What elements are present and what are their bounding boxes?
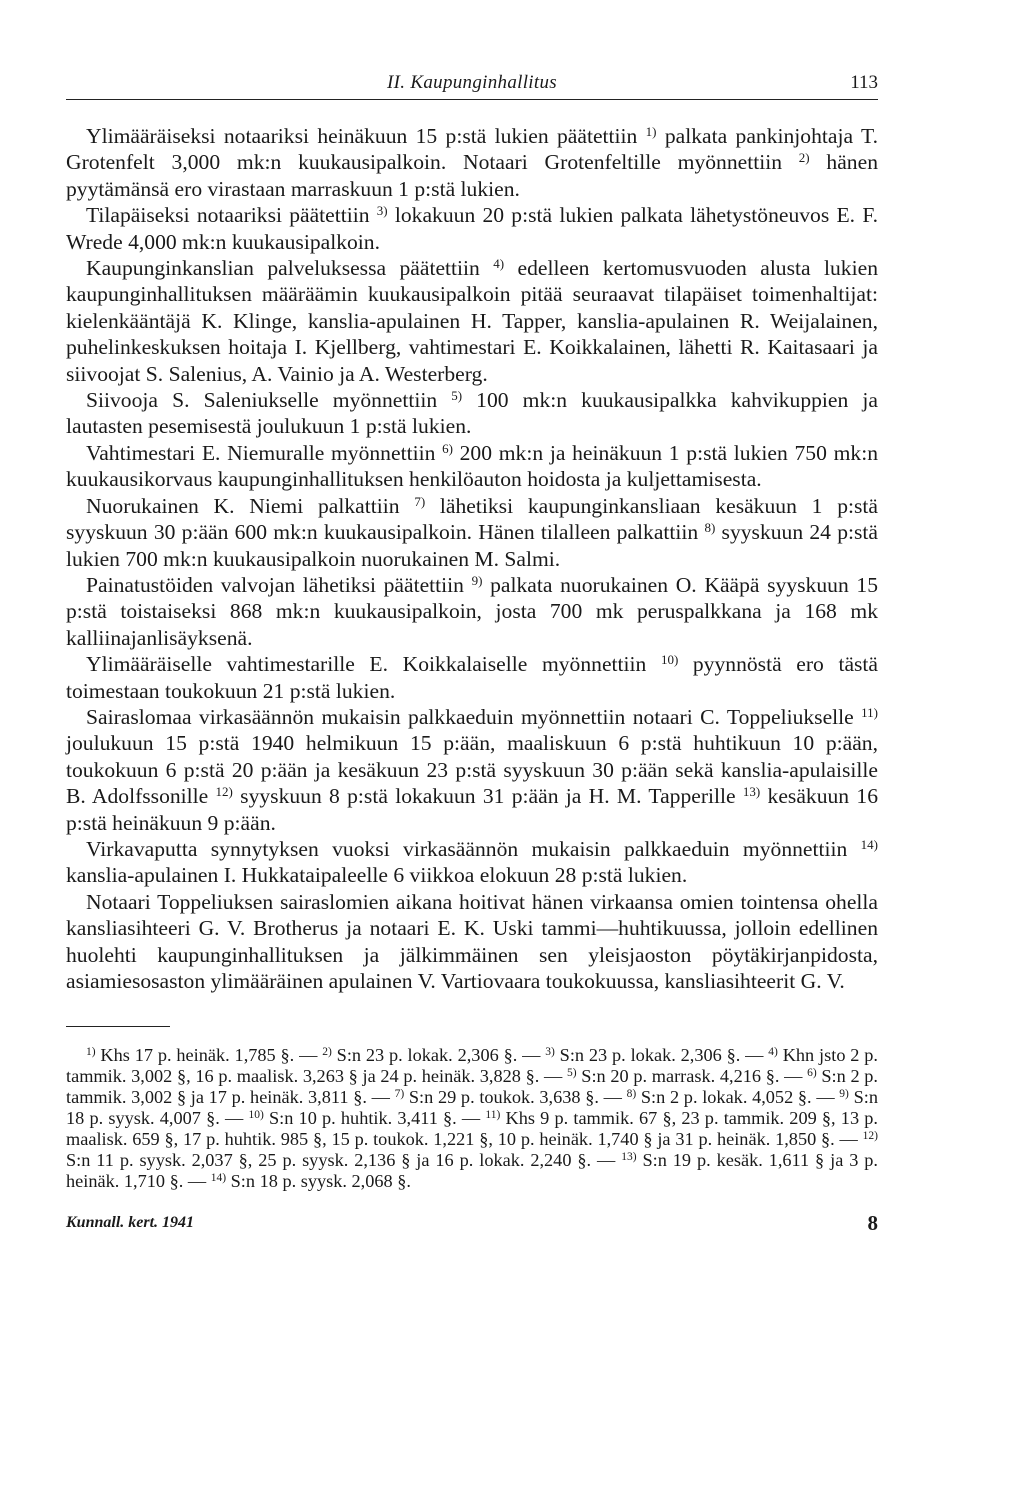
paragraph: [66, 836, 878, 889]
text-run: S:n 2 p. tammik. 3,002 § ja 17 p. heinäk. 3,811 §. —: [66, 1066, 879, 1108]
footnote-reference: 8): [626, 1088, 637, 1101]
paragraph: [66, 202, 878, 255]
text-run: Ylimääräiseksi notaariksi heinäkuun 15 p:stä lukien päätettiin: [86, 124, 646, 148]
body-text: [66, 123, 878, 994]
text-run: Khs 9 p. tammik. 67 §, 23 p. tammik. 209 §, 13 p. maalisk. 659 §, 17 p. huhtik. 985 §, 15 p. toukok. 1,221 §, 10 p. heinäk. 1,740 § ja 31 p. heinäk. 1,850 §. —: [66, 1108, 878, 1150]
text-run: Siivooja S. Saleniukselle myönnettiin: [86, 388, 452, 413]
text-run: Khn jsto 2 p. tammik. 3,002 §, 16 p. maalisk. 3,263 § ja 24 p. heinäk. 3,828 §. —: [66, 1045, 878, 1087]
paragraph: [66, 255, 878, 387]
text-run: S:n 29 p. toukok. 3,638 §. —: [404, 1087, 627, 1108]
paragraph: [66, 704, 878, 836]
footnote-reference: 2): [798, 150, 810, 166]
text-run: joulukuun 15 p:stä 1940 helmikuun 15 p:ään, maaliskuun 6 p:stä huhtikuun 10 p:ään, toukokuun 6 p:stä 20 p:ään ja kesäkuun 23 p:stä syyskuun 30 p:ään sekä kanslia-apulaisille B. Adolfssonille: [66, 731, 878, 809]
text-run: Tilapäiseksi notaariksi päätettiin: [86, 203, 377, 228]
text-run: S:n 20 p. marrask. 4,216 §. —: [576, 1066, 808, 1087]
page-footer: [66, 1211, 878, 1240]
footnote-reference: 3): [545, 1046, 555, 1059]
footnote-reference: 2): [322, 1046, 332, 1059]
footnote-reference: 9): [471, 572, 483, 588]
footnote-reference: 13): [621, 1151, 637, 1164]
text-run: S:n 19 p. kesäk. 1,611 § ja 3 p. heinäk. 1,710 §. —: [66, 1150, 878, 1192]
footnote-reference: 6): [807, 1067, 817, 1080]
footnote-reference: 4): [768, 1046, 778, 1059]
running-title: II. Kaupunginhallitus: [387, 72, 557, 93]
text-run: Virkavaputta synnytyksen vuoksi virkasäännön mukaisin palkkaeduin myönnettiin: [86, 836, 861, 861]
footnote-reference: 7): [414, 493, 426, 509]
text-run: S:n 2 p. lokak. 4,052 §. —: [636, 1087, 840, 1108]
footnote-reference: 1): [645, 124, 657, 139]
text-run: S:n 23 p. lokak. 2,306 §. —: [331, 1045, 546, 1066]
text-run: edelleen kertomusvuoden alusta lukien kaupunginhallituksen määräämin kuukausipalkoin pitää seuraavat tilapäiset toimenhaltijat: kielenkääntäjä K. Klinge, kanslia-apulainen H. Tapper, kanslia-apulainen R. Weijalainen, puhelinkeskuksen hoitaja I. Kjellberg, vahtimestari E. Koikkalainen, lähetti R. Kaitasaari ja siivoojat S. Salenius, A. Vainio ja A. Westerberg.: [66, 256, 878, 386]
text-run: kesäkuun 16 p:stä heinäkuun 9 p:ään.: [66, 784, 878, 835]
footnote-reference: 1): [86, 1046, 96, 1059]
footnote-reference: 8): [704, 520, 716, 536]
footnote-reference: 14): [210, 1172, 227, 1185]
text-run: palkata nuorukainen O. Kääpä syyskuun 15 p:stä toistaiseksi 868 mk:n kuukausipalkoin, josta 700 mk peruspalkkana ja 168 mk kalliinajanlisäyksenä.: [66, 572, 878, 650]
header-rule: [66, 99, 878, 100]
text-run: lähetiksi kaupunginkansliaan kesäkuun 1 p:stä syyskuun 30 p:ään 600 mk:n kuukausipalkoin. Hänen tilalleen palkattiin: [66, 493, 878, 545]
text-run: Vahtimestari E. Niemuralle myönnettiin: [86, 440, 443, 465]
paragraph: [66, 440, 878, 493]
footnote-reference: 5): [451, 388, 463, 404]
paragraph: [66, 123, 878, 202]
page-number: 113: [850, 72, 878, 93]
text-run: S:n 18 p. syysk. 2,068 §.: [226, 1171, 411, 1192]
text-run: Khs 17 p. heinäk. 1,785 §. —: [95, 1045, 323, 1066]
text-run: S:n 11 p. syysk. 2,037 §, 25 p. syysk. 2,136 § ja 16 p. lokak. 2,240 §. —: [66, 1150, 622, 1171]
footnote-reference: 3): [376, 203, 388, 219]
text-run: S:n 18 p. syysk. 4,007 §. —: [66, 1087, 878, 1129]
text-run: Nuorukainen K. Niemi palkattiin: [86, 493, 415, 518]
printer-signature: Kunnall. kert. 1941: [66, 1214, 195, 1232]
text-run: syyskuun 8 p:stä lokakuun 31 p:ään ja H. M. Tapperille: [232, 784, 743, 809]
footnote-reference: 11): [485, 1109, 501, 1122]
footnote-reference: 10): [660, 652, 679, 668]
page-header: [66, 68, 878, 96]
text-run: Notaari Toppeliuksen sairaslomien aikana hoitivat hänen virkaansa omien tointensa ohella kansliasihteeri G. V. Brotherus ja notaari E. K. Uski tammi—huhtikuussa, jolloin edellinen huolehti kaupunginhallituksen ja jälkimmäinen sen yleisjaoston pöytäkirjanpidosta, asiamiesosaston ylimääräinen apulainen V. Vartiovaara toukokuussa, kansliasihteerit G. V.: [66, 889, 878, 993]
paragraph: [66, 387, 878, 440]
text-run: 200 mk:n ja heinäkuun 1 p:stä lukien 750 mk:n kuukausikorvaus kaupunginhallituksen henkilöauton hoidosta ja kuljettamisesta.: [66, 440, 878, 492]
footnote-reference: 10): [248, 1109, 264, 1122]
text-run: Kaupunginkanslian palveluksessa päätettiin: [86, 256, 494, 281]
text-run: S:n 23 p. lokak. 2,306 §. —: [554, 1045, 769, 1066]
text-run: syyskuun 24 p:stä lukien 700 mk:n kuukausipalkoin nuorukainen M. Salmi.: [66, 520, 878, 571]
text-run: 100 mk:n kuukausipalkka kahvikuppien ja lautasten pesemisestä joulukuun 1 p:stä lukien.: [66, 388, 878, 439]
document-page: [66, 68, 878, 1240]
footnote-reference: 5): [566, 1067, 577, 1080]
sheet-number: 8: [867, 1211, 878, 1236]
footnote-reference: 11): [861, 704, 878, 720]
footnote-reference: 12): [862, 1130, 878, 1143]
footnote-reference: 7): [394, 1088, 405, 1101]
paragraph: [66, 651, 878, 704]
text-run: Ylimääräiselle vahtimestarille E. Koikkalaiselle myönnettiin: [86, 652, 661, 677]
footnote-reference: 4): [493, 256, 505, 272]
text-run: palkata pankinjohtaja T. Grotenfelt 3,000 mk:n kuukausipalkoin. Notaari Grotenfeltille myönnettiin: [66, 124, 878, 175]
text-run: Painatustöiden valvojan lähetiksi päätettiin: [86, 572, 472, 597]
footnote-reference: 14): [860, 836, 878, 852]
text-run: kanslia-apulainen I. Hukkataipaleelle 6 viikkoa elokuun 28 p:stä lukien.: [66, 863, 688, 888]
text-run: hänen pyytämänsä ero virastaan marraskuun 1 p:stä lukien.: [66, 150, 878, 201]
paragraph: [66, 493, 878, 572]
footnote-reference: 6): [442, 440, 453, 456]
footnote-reference: 12): [215, 784, 233, 800]
text-run: pyynnöstä ero tästä toimestaan toukokuun 21 p:stä lukien.: [66, 652, 879, 703]
text-run: Sairaslomaa virkasäännön mukaisin palkkaeduin myönnettiin notaari C. Toppeliukselle: [86, 704, 862, 729]
footnotes: [66, 1045, 878, 1192]
footnote-reference: 9): [839, 1088, 849, 1101]
text-run: lokakuun 20 p:stä lukien palkata lähetystöneuvos E. F. Wrede 4,000 mk:n kuukausipalkoin.: [66, 203, 878, 254]
text-run: S:n 10 p. huhtik. 3,411 §. —: [263, 1108, 486, 1129]
footnote-reference: 13): [742, 784, 761, 800]
footnote-rule: [66, 1026, 170, 1027]
paragraph: [66, 572, 878, 651]
paragraph: [66, 889, 878, 995]
